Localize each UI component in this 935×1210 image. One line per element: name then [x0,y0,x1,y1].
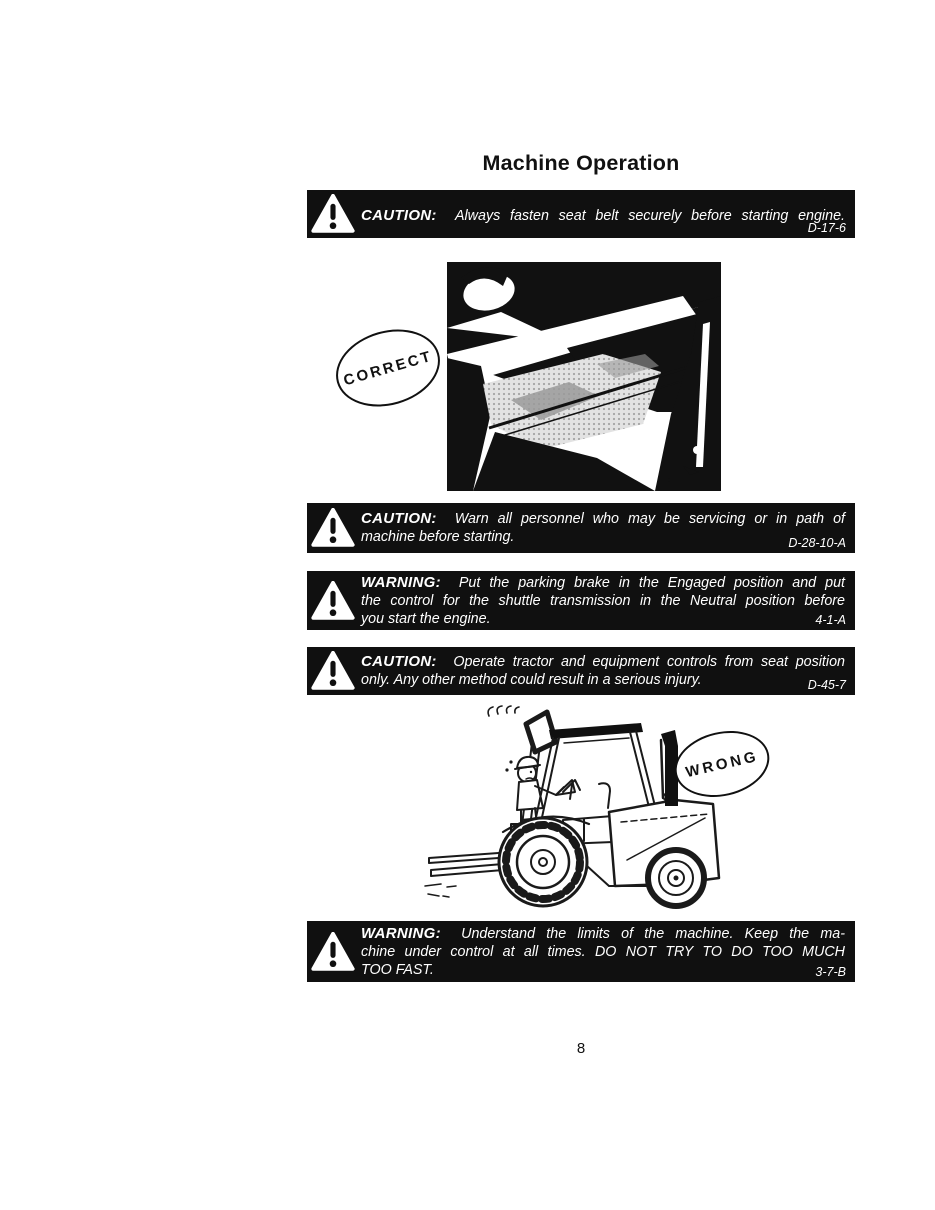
banner-code: D-45-7 [807,678,846,692]
banner-line: CAUTION: Always fasten seat belt securely before starting engine. [361,207,845,224]
banner-line: CAUTION: Operate tractor and equipment controls from seat position [361,653,845,670]
warning-triangle-icon [307,194,359,234]
banner-code: D-17-6 [807,221,846,235]
banner-label: CAUTION: [361,653,437,670]
banner-code: 4-1-A [815,613,846,627]
banner-line: machine before starting. [361,529,515,545]
caution-banner-warn-personnel [307,503,855,553]
correct-stamp [327,318,449,418]
warning-banner-machine-limits [307,921,855,982]
banner-label: WARNING: [361,573,441,591]
banner-line: chine under control at all times. DO NOT TRY TO DO TOO MUCH [361,943,845,960]
banner-label: WARNING: [361,924,441,942]
banner-line: WARNING: Put the parking brake in the Engaged position and put [361,573,845,591]
banner-code: D-28-10-A [788,536,846,550]
seatbelt-photo [447,262,721,491]
page-number: 8 [576,1040,586,1057]
caution-banner-seat-position [307,647,855,695]
banner-line: the control for the shuttle transmission in the Neutral position before [361,592,845,609]
banner-line: CAUTION: Warn all personnel who may be servicing or in path of [361,510,845,527]
warning-triangle-icon [307,581,359,621]
page-title: Machine Operation [482,151,680,175]
warning-banner-parking-brake [307,571,855,630]
banner-label: CAUTION: [361,510,437,527]
warning-triangle-icon [307,508,359,548]
caution-banner-seatbelt [307,190,855,238]
banner-label: CAUTION: [361,207,437,224]
correct-stamp-label: CORRECT [341,347,435,389]
wrong-stamp-label: WRONG [683,747,761,781]
banner-line: only. Any other method could result in a serious injury. [361,672,702,688]
banner-line: TOO FAST. [361,961,434,978]
banner-line: you start the engine. [361,610,491,627]
warning-triangle-icon [307,932,359,972]
banner-line: WARNING: Understand the limits of the machine. Keep the ma- [361,924,845,942]
banner-code: 3-7-B [815,965,846,979]
warning-triangle-icon [307,651,359,691]
